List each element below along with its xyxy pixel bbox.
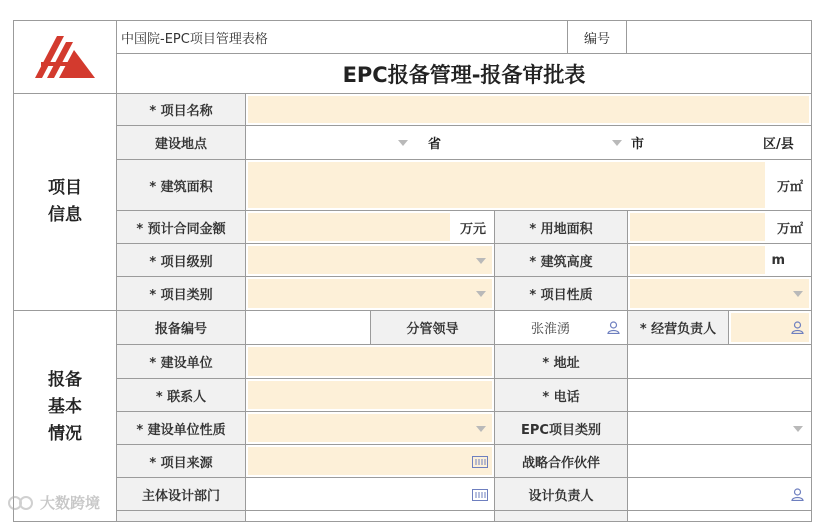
section-project-info	[13, 93, 117, 311]
city-dropdown-arrow-icon[interactable]	[612, 140, 622, 146]
client-label: * 建设单位	[149, 356, 213, 371]
client-nature-label-cell	[116, 411, 246, 445]
province-label: 省	[428, 137, 442, 152]
client-nature-select[interactable]	[245, 411, 495, 445]
project-type-select[interactable]	[245, 276, 495, 311]
phone-label-cell	[494, 378, 628, 412]
manager-input[interactable]	[728, 310, 812, 345]
next-row-label-cell-2	[494, 510, 628, 522]
project-type-label-cell	[116, 276, 246, 311]
watermark	[6, 492, 100, 513]
design-lead-input[interactable]	[627, 477, 812, 511]
contract-amount-input[interactable]	[245, 210, 495, 244]
number-input[interactable]	[626, 20, 812, 54]
build-height-label: * 建筑高度	[529, 254, 593, 270]
contact-label-cell	[116, 378, 246, 412]
partner-label: 战略合作伙伴	[521, 455, 600, 471]
project-type-dropdown-icon[interactable]	[476, 291, 486, 297]
next-row-input-2	[627, 510, 812, 522]
contact-input[interactable]	[245, 378, 495, 412]
report-no-label-cell	[116, 310, 246, 345]
project-level-label: * 项目级别	[149, 254, 213, 270]
company-logo-icon	[33, 32, 97, 82]
project-type-label: * 项目类别	[149, 288, 213, 303]
province-dropdown-arrow-icon[interactable]	[398, 140, 408, 146]
phone-input[interactable]	[627, 378, 812, 412]
manager-label-cell	[627, 310, 729, 345]
report-no-input[interactable]	[245, 310, 371, 345]
design-lead-label: 设计负责人	[528, 488, 594, 504]
contract-amount-label: * 预计合同金额	[136, 221, 226, 237]
address-label: * 地址	[542, 356, 580, 371]
lookup-icon[interactable]	[472, 489, 488, 501]
client-nature-label: * 建设单位性质	[136, 422, 226, 438]
next-row-input	[245, 510, 495, 522]
leader-label: 分管领导	[406, 322, 459, 337]
epc-type-label-cell	[494, 411, 628, 445]
project-nature-label: * 项目性质	[529, 288, 593, 303]
project-level-label-cell	[116, 243, 246, 277]
partner-label-cell	[494, 444, 628, 478]
epc-type-dropdown-icon[interactable]	[793, 426, 803, 432]
epc-type-select[interactable]	[627, 411, 812, 445]
project-level-select[interactable]	[245, 243, 495, 277]
design-dept-label-cell	[116, 477, 246, 511]
client-input[interactable]	[245, 344, 495, 379]
section-report-basic-label: 报备 基本 情况	[48, 370, 82, 444]
project-nature-label-cell	[494, 276, 628, 311]
watermark-text: 大数跨境	[40, 494, 101, 512]
land-area-unit: 万㎡	[776, 221, 803, 237]
person-picker-icon[interactable]	[791, 488, 804, 501]
person-picker-icon[interactable]	[607, 321, 620, 334]
build-location-label-cell	[116, 125, 246, 160]
page-title: EPC报备管理-报备审批表	[342, 62, 586, 87]
build-location-label: 建设地点	[154, 137, 207, 152]
leader-value: 张淮湧	[531, 322, 571, 337]
project-source-label-cell	[116, 444, 246, 478]
district-label: 区/县	[763, 137, 794, 152]
report-no-label: 报备编号	[154, 322, 207, 337]
project-name-input[interactable]	[245, 93, 812, 126]
build-area-label-cell	[116, 159, 246, 211]
title-cell	[116, 53, 812, 94]
partner-input[interactable]	[627, 444, 812, 478]
section-report-basic	[13, 310, 117, 522]
project-source-input[interactable]	[245, 444, 495, 478]
contract-amount-unit: 万元	[459, 221, 486, 237]
city-label: 市	[631, 137, 645, 152]
build-location-input[interactable]	[245, 125, 812, 160]
logo-cell	[13, 20, 117, 94]
build-area-label: * 建筑面积	[149, 179, 213, 195]
land-area-input[interactable]	[627, 210, 812, 244]
lookup-icon[interactable]	[472, 456, 488, 468]
design-dept-label: 主体设计部门	[141, 488, 220, 504]
leader-label-cell	[370, 310, 495, 345]
build-area-input[interactable]	[245, 159, 812, 211]
org-text: 中国院-EPC项目管理表格	[121, 31, 268, 47]
contact-label: * 联系人	[155, 389, 207, 405]
project-source-label: * 项目来源	[149, 455, 213, 471]
next-row-label-cell	[116, 510, 246, 522]
person-picker-icon[interactable]	[791, 321, 804, 334]
build-height-input[interactable]	[627, 243, 812, 277]
project-name-label: * 项目名称	[149, 104, 213, 119]
address-label-cell	[494, 344, 628, 379]
design-dept-input[interactable]	[245, 477, 495, 511]
leader-input[interactable]	[494, 310, 628, 345]
project-nature-select[interactable]	[627, 276, 812, 311]
project-level-dropdown-icon[interactable]	[476, 258, 486, 264]
epc-type-label: EPC项目类别	[521, 422, 601, 438]
contract-amount-label-cell	[116, 210, 246, 244]
section-project-info-label: 项目 信息	[48, 178, 82, 225]
phone-label: * 电话	[542, 389, 580, 405]
client-nature-dropdown-icon[interactable]	[476, 426, 486, 432]
number-label-cell	[567, 20, 627, 54]
build-height-unit: m	[771, 252, 785, 268]
org-text-cell	[116, 20, 568, 54]
land-area-label: * 用地面积	[529, 221, 593, 237]
design-lead-label-cell	[494, 477, 628, 511]
build-height-label-cell	[494, 243, 628, 277]
project-nature-dropdown-icon[interactable]	[793, 291, 803, 297]
land-area-label-cell	[494, 210, 628, 244]
client-label-cell	[116, 344, 246, 379]
manager-label: * 经营负责人	[639, 322, 717, 337]
build-area-unit: 万㎡	[776, 179, 803, 195]
number-label: 编号	[583, 31, 610, 47]
address-input[interactable]	[627, 344, 812, 379]
watermark-logo-icon	[6, 494, 36, 512]
project-name-label-cell	[116, 93, 246, 126]
